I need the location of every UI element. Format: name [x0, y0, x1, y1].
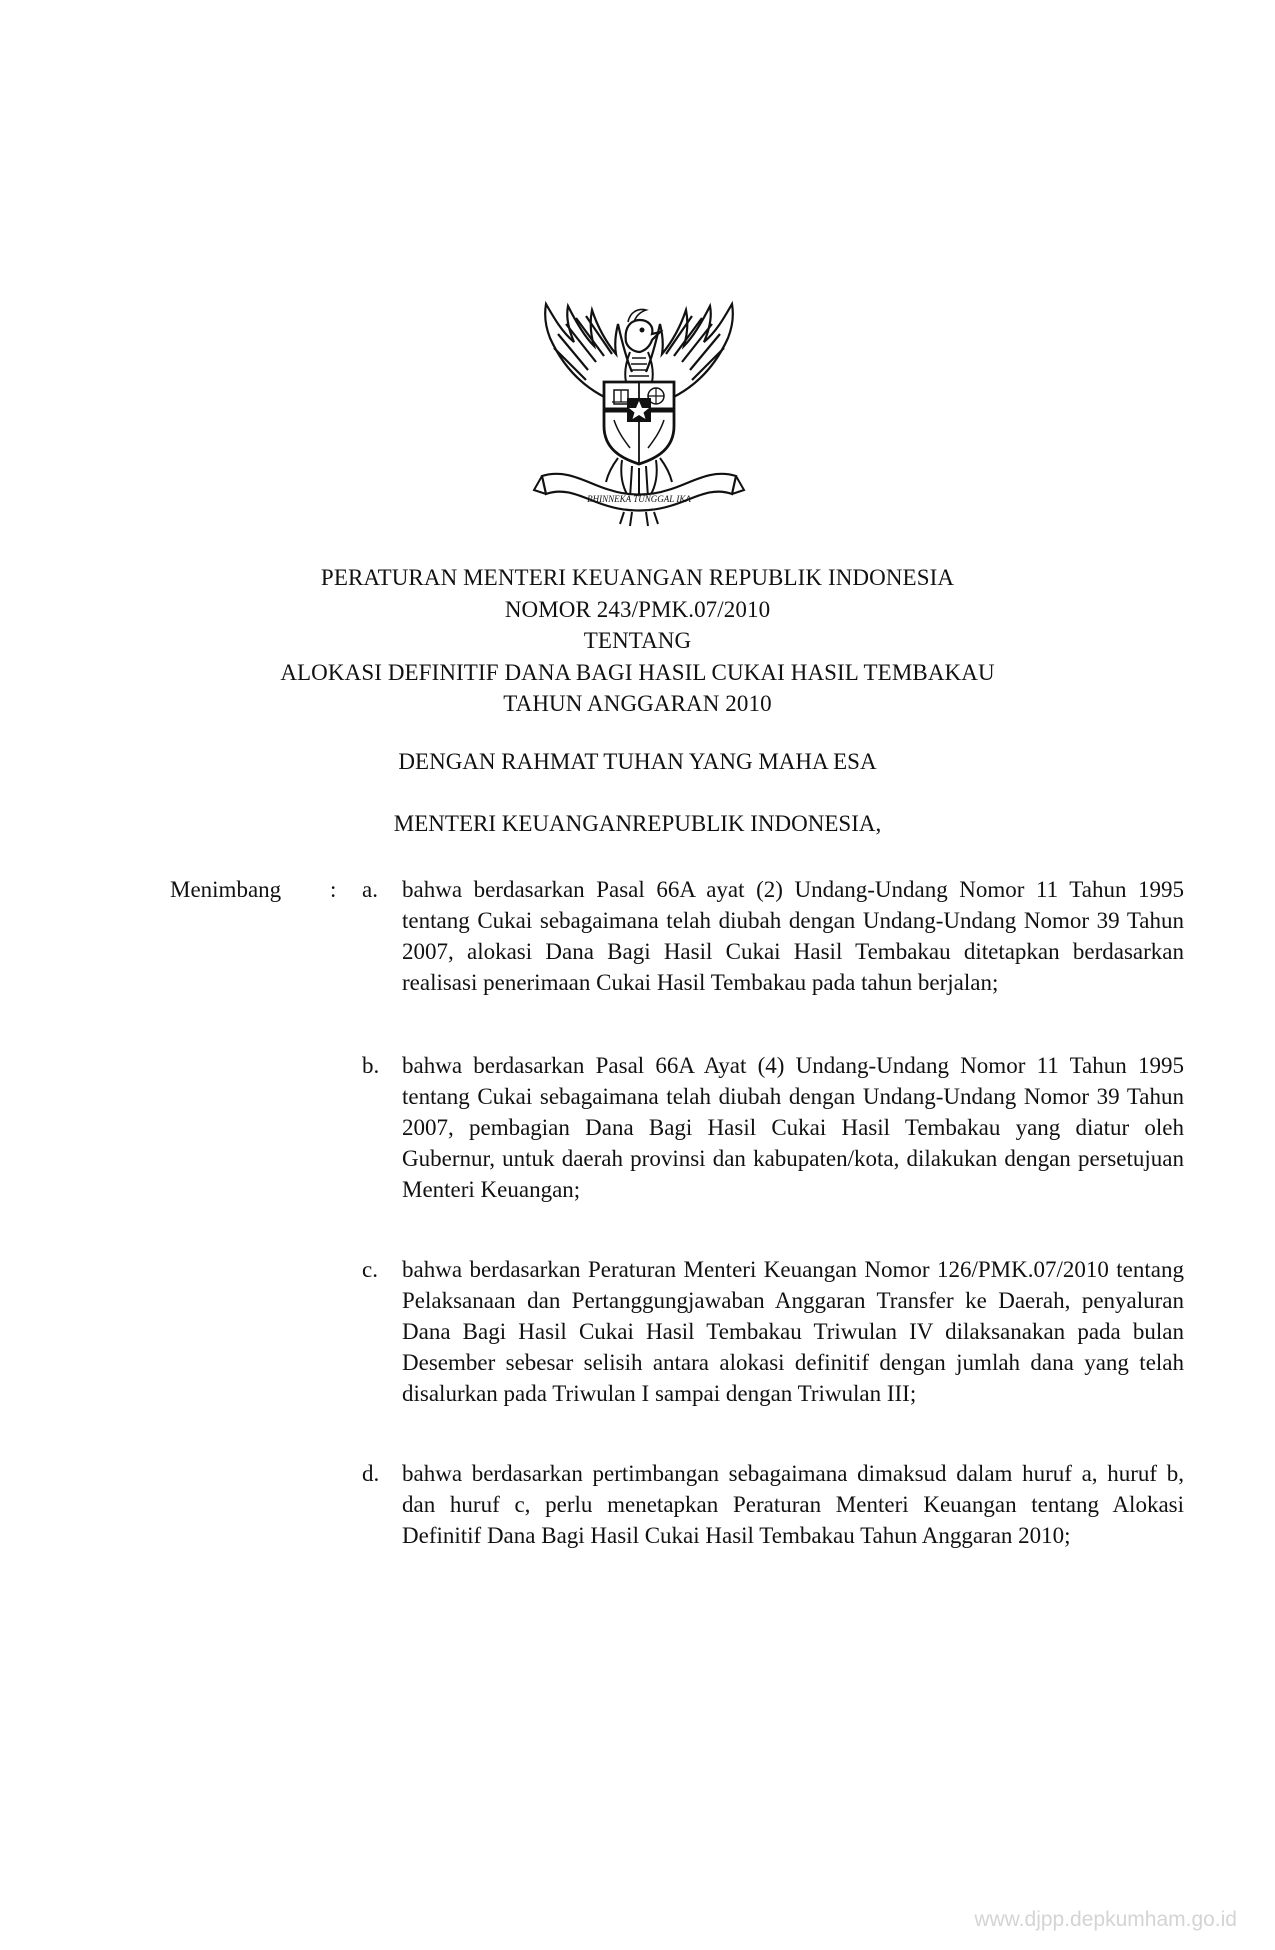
- title-subject: ALOKASI DEFINITIF DANA BAGI HASIL CUKAI HASIL TEMBAKAU: [280, 659, 995, 685]
- garuda-pancasila-emblem-icon: [528, 298, 750, 530]
- clause-text: bahwa berdasarkan Peraturan Menteri Keuangan Nomor 126/PMK.07/2010 tentang Pelaksanaan dan Pertanggungjawaban Anggaran Transfer ke Daerah, penyaluran Dana Bagi Hasil Cukai Hasil Tembakau Triwulan IV dilaksanakan pada bulan Desember sebesar selisih antara alokasi definitif dengan jumlah dana yang telah disalurkan pada Triwulan I sampai dengan Triwulan III;: [402, 1257, 1184, 1406]
- clause-letter: c.: [362, 1257, 378, 1282]
- document-title-block: [0, 562, 1275, 720]
- clause-letter: b.: [362, 1053, 380, 1078]
- clause-text: bahwa berdasarkan pertimbangan sebagaimana dimaksud dalam huruf a, huruf b, dan huruf c, perlu menetapkan Peraturan Menteri Keuangan tentang Alokasi Definitif Dana Bagi Hasil Cukai Hasil Tembakau Tahun Anggaran 2010;: [402, 1461, 1184, 1548]
- clause-text: bahwa berdasarkan Pasal 66A Ayat (4) Undang-Undang Nomor 11 Tahun 1995 tentang Cukai sebagaimana telah diubah dengan Undang-Undang Nomor 39 Tahun 2007, pembagian Dana Bagi Hasil Cukai Hasil Tembakau yang diatur oleh Gubernur, untuk daerah provinsi dan kabupaten/kota, dilakukan dengan persetujuan Menteri Keuangan;: [402, 1053, 1184, 1202]
- watermark-url: www.djpp.depkumham.go.id: [974, 1908, 1237, 1931]
- emblem-motto: BHINNEKA TUNGGAL IKA: [587, 494, 691, 504]
- clause-letter: d.: [362, 1461, 380, 1486]
- clause-text: bahwa berdasarkan Pasal 66A ayat (2) Undang-Undang Nomor 11 Tahun 1995 tentang Cukai sebagaimana telah diubah dengan Undang-Undang Nomor 39 Tahun 2007, alokasi Dana Bagi Hasil Cukai Hasil Tembakau ditetapkan berdasarkan realisasi penerimaan Cukai Hasil Tembakau pada tahun berjalan;: [402, 877, 1184, 995]
- considering-label: Menimbang: [170, 877, 282, 902]
- issuer-line: MENTERI KEUANGANREPUBLIK INDONESIA,: [393, 811, 882, 836]
- title-about: TENTANG: [583, 628, 692, 653]
- title-fiscal-year: TAHUN ANGGARAN 2010: [503, 691, 772, 716]
- title-number: NOMOR 243/PMK.07/2010: [504, 596, 771, 622]
- title-regulation: PERATURAN MENTERI KEUANGAN REPUBLIK INDONESIA: [320, 565, 955, 590]
- considering-colon: :: [330, 877, 337, 902]
- invocation-line: DENGAN RAHMAT TUHAN YANG MAHA ESA: [398, 749, 877, 774]
- clause-letter: a.: [362, 877, 378, 902]
